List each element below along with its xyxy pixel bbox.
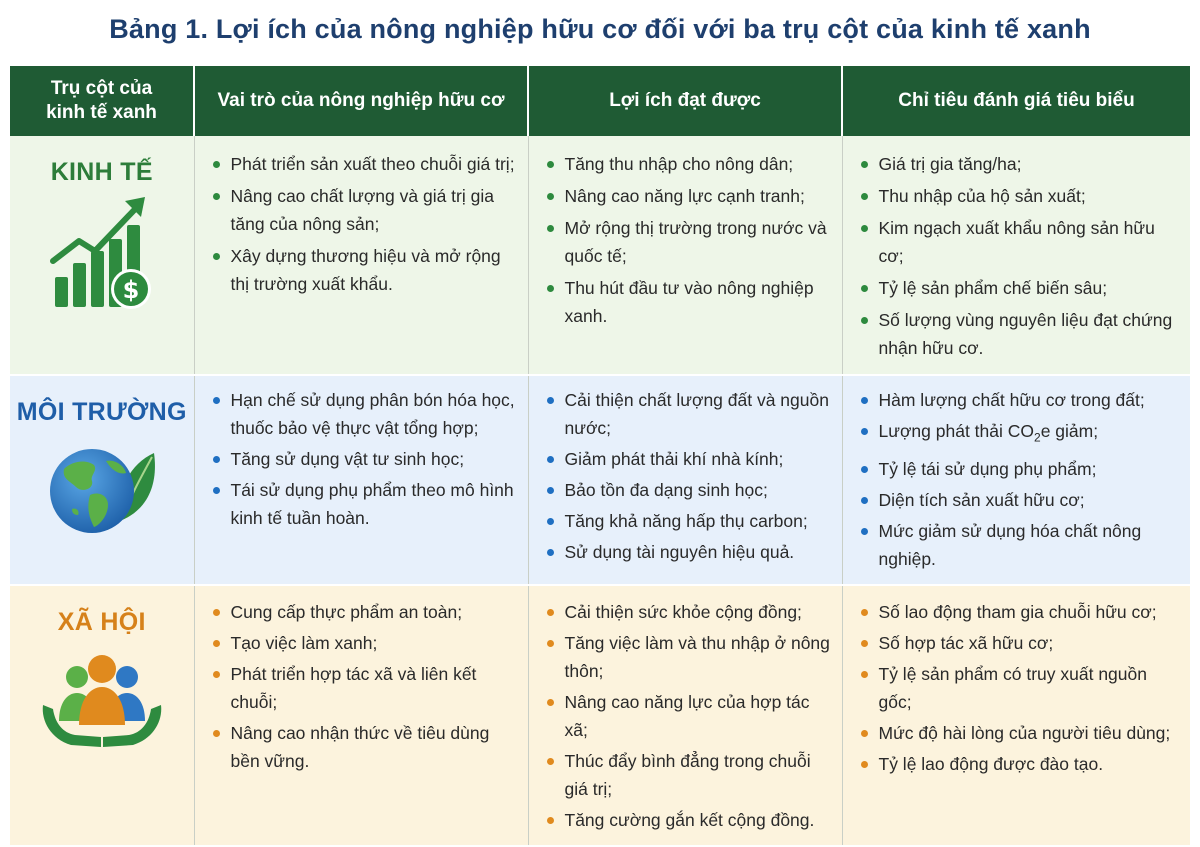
list-item: Cung cấp thực phẩm an toàn; — [209, 598, 518, 626]
earth-leaf-icon — [42, 435, 162, 545]
list-item: Nâng cao nhận thức về tiêu dùng bền vững. — [209, 719, 518, 775]
header-pillar-line2: kinh tế xanh — [46, 102, 157, 123]
table-row-society — [10, 585, 1190, 846]
list-item: Mở rộng thị trường trong nước và quốc tế; — [543, 214, 832, 270]
list-item: Giảm phát thải khí nhà kính; — [543, 445, 832, 473]
benefit-cell-society — [528, 585, 842, 846]
role-cell-economy — [194, 136, 528, 375]
role-list-economy — [209, 150, 518, 298]
growth-chart-dollar-icon — [47, 195, 157, 315]
co2-suffix: e giảm; — [1040, 421, 1099, 441]
list-item: Tăng thu nhập cho nông dân; — [543, 150, 832, 178]
header-pillar-line1: Trụ cột của — [50, 78, 153, 99]
list-item: Mức giảm sử dụng hóa chất nông nghiệp. — [857, 517, 1181, 573]
benefit-cell-environment — [528, 375, 842, 585]
indicator-cell-society — [842, 585, 1190, 846]
list-item: Bảo tồn đa dạng sinh học; — [543, 476, 832, 504]
header-benefit: Lợi ích đạt được — [528, 66, 842, 136]
benefit-list-society — [543, 598, 832, 834]
header-role: Vai trò của nông nghiệp hữu cơ — [194, 66, 528, 136]
list-item-co2 — [857, 417, 1181, 452]
benefit-list-environment — [543, 386, 832, 566]
list-item: Tăng khả năng hấp thụ carbon; — [543, 507, 832, 535]
list-item: Sử dụng tài nguyên hiệu quả. — [543, 538, 832, 566]
list-item: Kim ngạch xuất khẩu nông sản hữu cơ; — [857, 214, 1181, 270]
header-indicator: Chỉ tiêu đánh giá tiêu biểu — [842, 66, 1190, 136]
indicator-list-economy — [857, 150, 1181, 362]
list-item: Số hợp tác xã hữu cơ; — [857, 629, 1181, 657]
list-item: Hạn chế sử dụng phân bón hóa học, thuốc bảo vệ thực vật tổng hợp; — [209, 386, 518, 442]
role-list-society — [209, 598, 518, 775]
list-item: Số lao động tham gia chuỗi hữu cơ; — [857, 598, 1181, 626]
role-cell-environment — [194, 375, 528, 585]
role-list-environment — [209, 386, 518, 532]
header-row — [10, 66, 1190, 136]
indicator-list-society — [857, 598, 1181, 778]
role-cell-society — [194, 585, 528, 846]
list-item: Cải thiện sức khỏe cộng đồng; — [543, 598, 832, 626]
list-item: Tạo việc làm xanh; — [209, 629, 518, 657]
list-item: Nâng cao năng lực của hợp tác xã; — [543, 688, 832, 744]
benefit-cell-economy — [528, 136, 842, 375]
list-item: Nâng cao năng lực cạnh tranh; — [543, 182, 832, 210]
co2-subscript: 2 — [1034, 430, 1041, 445]
community-hands-icon — [37, 645, 167, 755]
pillar-cell-society — [10, 585, 194, 846]
table-title: Bảng 1. Lợi ích của nông nghiệp hữu cơ đối với ba trụ cột của kinh tế xanh — [109, 14, 1091, 44]
table-row-environment — [10, 375, 1190, 585]
list-item: Thu hút đầu tư vào nông nghiệp xanh. — [543, 274, 832, 330]
list-item: Tái sử dụng phụ phẩm theo mô hình kinh tế tuần hoàn. — [209, 476, 518, 532]
list-item: Phát triển hợp tác xã và liên kết chuỗi; — [209, 660, 518, 716]
list-item: Hàm lượng chất hữu cơ trong đất; — [857, 386, 1181, 414]
list-item: Số lượng vùng nguyên liệu đạt chứng nhận hữu cơ. — [857, 306, 1181, 362]
header-pillar — [10, 66, 194, 136]
list-item: Tăng việc làm và thu nhập ở nông thôn; — [543, 629, 832, 685]
list-item: Tỷ lệ sản phẩm chế biến sâu; — [857, 274, 1181, 302]
indicator-list-environment — [857, 386, 1181, 573]
pillar-name-society: XÃ HỘI — [57, 607, 146, 636]
list-item: Tăng cường gắn kết cộng đồng. — [543, 806, 832, 834]
indicator-cell-economy — [842, 136, 1190, 375]
list-item: Mức độ hài lòng của người tiêu dùng; — [857, 719, 1181, 747]
co2-prefix: Lượng phát thải CO — [878, 421, 1035, 441]
benefits-table — [10, 66, 1190, 847]
list-item: Tỷ lệ tái sử dụng phụ phẩm; — [857, 455, 1181, 483]
list-item: Nâng cao chất lượng và giá trị gia tăng của nông sản; — [209, 182, 518, 238]
list-item: Thúc đẩy bình đẳng trong chuỗi giá trị; — [543, 747, 832, 803]
list-item: Tỷ lệ sản phẩm có truy xuất nguồn gốc; — [857, 660, 1181, 716]
pillar-cell-environment — [10, 375, 194, 585]
list-item: Phát triển sản xuất theo chuỗi giá trị; — [209, 150, 518, 178]
list-item: Xây dựng thương hiệu và mở rộng thị trường xuất khẩu. — [209, 242, 518, 298]
list-item: Diện tích sản xuất hữu cơ; — [857, 486, 1181, 514]
list-item: Cải thiện chất lượng đất và nguồn nước; — [543, 386, 832, 442]
list-item: Tỷ lệ lao động được đào tạo. — [857, 750, 1181, 778]
benefit-list-economy — [543, 150, 832, 330]
list-item: Giá trị gia tăng/ha; — [857, 150, 1181, 178]
indicator-cell-environment — [842, 375, 1190, 585]
pillar-name-economy: KINH TẾ — [50, 158, 153, 186]
svg-text:$: $ — [122, 276, 140, 304]
list-item: Thu nhập của hộ sản xuất; — [857, 182, 1181, 210]
pillar-cell-economy — [10, 136, 194, 375]
list-item: Tăng sử dụng vật tư sinh học; — [209, 445, 518, 473]
pillar-name-environment: MÔI TRƯỜNG — [16, 398, 187, 426]
table-row-economy — [10, 136, 1190, 375]
